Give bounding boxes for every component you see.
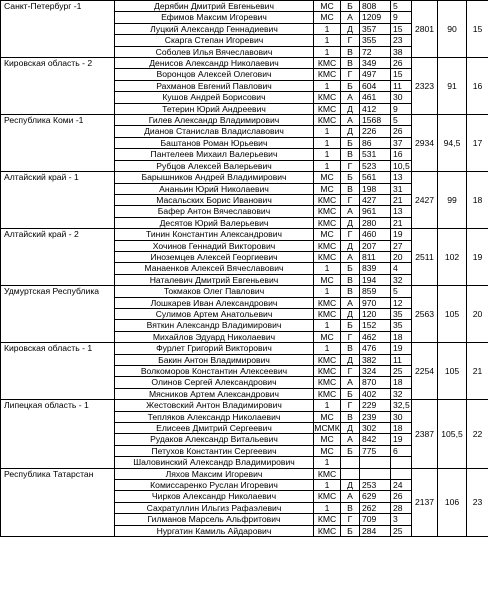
place-result: 9 [391,103,412,114]
member-name: Михайлов Эдуард Николаевич [115,331,314,342]
member-name: Ефимов Максим Игоревич [115,12,314,23]
place-result: 5 [391,115,412,126]
place-result: 21 [391,217,412,228]
place-result: 3 [391,514,412,525]
place-result: 11 [391,80,412,91]
sport-rank: КМС [314,103,341,114]
place-result: 10,5 [391,160,412,171]
session-letter: В [341,343,360,354]
team-name: Алтайский край - 1 [1,172,115,229]
place-result: 26 [391,491,412,502]
place-result [391,457,412,468]
session-letter: Д [341,308,360,319]
start-number: 382 [360,354,391,365]
session-letter [341,468,360,479]
start-number: 808 [360,1,391,12]
start-number: 859 [360,286,391,297]
place-result: 13 [391,206,412,217]
sport-rank: КМС [314,115,341,126]
place-result: 12 [391,297,412,308]
team-points: 105,5 [438,400,467,468]
place-result: 26 [391,58,412,69]
session-letter: Б [341,80,360,91]
member-name: Тетерин Юрий Андреевич [115,103,314,114]
place-result: 32,5 [391,400,412,411]
team-total: 2323 [412,58,438,115]
sport-rank: КМС [314,69,341,80]
team-total: 2254 [412,343,438,400]
session-letter: В [341,502,360,513]
team-name: Кировская область - 1 [1,343,115,400]
sport-rank: 1 [314,320,341,331]
member-name: Сулимов Артем Анатольевич [115,308,314,319]
team-place: 17 [467,115,488,172]
session-letter: В [341,286,360,297]
table-row [1,1,488,12]
place-result: 4 [391,263,412,274]
sport-rank: 1 [314,137,341,148]
start-number: 561 [360,172,391,183]
session-letter: Г [341,160,360,171]
session-letter: А [341,251,360,262]
sport-rank: 1 [314,400,341,411]
member-name: Тепляков Александр Николаевич [115,411,314,422]
member-name: Токмаков Олег Павлович [115,286,314,297]
place-result: 35 [391,308,412,319]
sport-rank: МС [314,172,341,183]
team-place: 16 [467,58,488,115]
member-name: Луцкий Александр Геннадиевич [115,23,314,34]
start-number: 72 [360,46,391,57]
place-result: 21 [391,194,412,205]
start-number: 870 [360,377,391,388]
team-place: 23 [467,468,488,536]
session-letter: Г [341,35,360,46]
session-letter: В [341,274,360,285]
table-row [1,286,488,297]
session-letter: А [341,92,360,103]
team-name: Кировская область - 2 [1,58,115,115]
start-number: 152 [360,320,391,331]
place-result: 30 [391,92,412,103]
sport-rank: 1 [314,35,341,46]
session-letter: А [341,12,360,23]
start-number: 961 [360,206,391,217]
place-result: 19 [391,434,412,445]
start-number: 349 [360,58,391,69]
start-number: 355 [360,35,391,46]
place-result: 23 [391,35,412,46]
results-body [1,1,488,537]
place-result: 18 [391,377,412,388]
start-number: 427 [360,194,391,205]
team-total: 2563 [412,286,438,343]
sport-rank: 1 [314,126,341,137]
place-result: 35 [391,320,412,331]
sport-rank: МСМК [314,423,340,434]
place-result: 19 [391,343,412,354]
session-letter: А [341,491,360,502]
place-result: 32 [391,388,412,399]
member-name: Шаловинский Александр Владимирович [115,457,314,468]
place-result: 31 [391,183,412,194]
sport-rank: КМС [314,354,341,365]
team-total: 2387 [412,400,438,468]
table-row [1,58,488,69]
session-letter: Д [341,126,360,137]
table-row [1,229,488,240]
start-number: 253 [360,480,391,491]
sport-rank: КМС [314,377,341,388]
sport-rank: 1 [314,343,341,354]
sport-rank: МС [314,331,341,342]
member-name: Гилманов Марсель Альфритович [115,514,314,525]
sport-rank: КМС [314,297,341,308]
start-number: 1209 [360,12,391,23]
session-letter: В [341,183,360,194]
start-number [360,457,391,468]
sport-rank: КМС [314,308,341,319]
start-number: 970 [360,297,391,308]
member-name: Манаенков Алексей Вячеславович [115,263,314,274]
session-letter: Б [341,263,360,274]
place-result: 11 [391,354,412,365]
member-name: Дерябин Дмитрий Евгеньевич [115,1,314,12]
sport-rank: 1 [314,23,341,34]
start-number: 226 [360,126,391,137]
sport-rank: КМС [314,468,341,479]
place-result: 24 [391,480,412,491]
member-name: Сахратуллин Ильгиз Рафаэлевич [115,502,314,513]
member-name: Пантелеев Михаил Валерьевич [115,149,314,160]
place-result: 26 [391,126,412,137]
place-result: 30 [391,411,412,422]
session-letter: А [341,377,360,388]
start-number: 229 [360,400,391,411]
member-name: Тинин Константин Александрович [115,229,314,240]
session-letter: Д [341,423,360,434]
member-name: Кушов Андрей Борисович [115,92,314,103]
start-number: 357 [360,23,391,34]
session-letter: Б [341,525,360,536]
session-letter: В [341,58,360,69]
sport-rank: МС [314,445,341,456]
start-number: 194 [360,274,391,285]
team-name: Липецкая область - 1 [1,400,115,468]
place-result [391,468,412,479]
team-points: 106 [438,468,467,536]
start-number: 402 [360,388,391,399]
start-number: 207 [360,240,391,251]
place-result: 15 [391,69,412,80]
member-name: Вяткин Александр Владимирович [115,320,314,331]
start-number: 629 [360,491,391,502]
team-place: 15 [467,1,488,58]
team-place: 19 [467,229,488,286]
member-name: Фурлет Григорий Викторович [115,343,314,354]
session-letter: В [341,149,360,160]
session-letter: Д [341,354,360,365]
place-result: 25 [391,525,412,536]
start-number: 412 [360,103,391,114]
session-letter: Б [341,388,360,399]
sport-rank: КМС [314,251,341,262]
session-letter: Б [341,445,360,456]
session-letter: Д [341,103,360,114]
team-total: 2137 [412,468,438,536]
start-number: 811 [360,251,391,262]
sport-rank: 1 [314,502,341,513]
session-letter: А [341,115,360,126]
table-row [1,172,488,183]
place-result: 5 [391,286,412,297]
team-name: Республика Татарстан [1,468,115,536]
member-name: Баштанов Роман Юрьевич [115,137,314,148]
member-name: Дианов Станислав Владиславович [115,126,314,137]
place-result: 20 [391,251,412,262]
place-result: 37 [391,137,412,148]
team-name: Удмуртская Республика [1,286,115,343]
start-number: 198 [360,183,391,194]
team-name: Алтайский край - 2 [1,229,115,286]
member-name: Олинов Сергей Александрович [115,377,314,388]
sport-rank: 1 [314,160,341,171]
member-name: Воронцов Алексей Олегович [115,69,314,80]
start-number: 280 [360,217,391,228]
place-result: 6 [391,445,412,456]
member-name: Бафер Антон Вячеславович [115,206,314,217]
place-result: 32 [391,274,412,285]
member-name: Наталевич Дмитрий Евгеньевич [115,274,314,285]
sport-rank: МС [314,274,341,285]
team-total: 2801 [412,1,438,58]
place-result: 27 [391,240,412,251]
start-number: 842 [360,434,391,445]
place-result: 5 [391,1,412,12]
sport-rank: КМС [314,92,341,103]
member-name: Десятов Юрий Валерьевич [115,217,314,228]
team-place: 21 [467,343,488,400]
start-number: 284 [360,525,391,536]
start-number: 497 [360,69,391,80]
member-name: Петухов Константин Сергеевич [115,445,314,456]
session-letter: А [341,206,360,217]
team-total: 2427 [412,172,438,229]
sport-rank: МС [314,411,341,422]
team-points: 90 [438,1,467,58]
start-number: 523 [360,160,391,171]
start-number: 86 [360,137,391,148]
member-name: Хочинов Геннадий Викторович [115,240,314,251]
sport-rank: КМС [314,388,341,399]
session-letter: В [341,411,360,422]
member-name: Ляхов Максим Игоревич [115,468,314,479]
start-number: 709 [360,514,391,525]
start-number: 1568 [360,115,391,126]
start-number: 476 [360,343,391,354]
session-letter: Д [341,480,360,491]
start-number: 531 [360,149,391,160]
member-name: Ананьин Юрий Николаевич [115,183,314,194]
sport-rank: КМС [314,240,341,251]
sport-rank: МС [314,434,341,445]
member-name: Иноземцев Алексей Георгиевич [115,251,314,262]
place-result: 25 [391,366,412,377]
start-number: 604 [360,80,391,91]
table-row [1,400,488,411]
team-points: 91 [438,58,467,115]
sport-rank: КМС [314,194,341,205]
session-letter: Г [341,400,360,411]
member-name: Масальских Борис Иванович [115,194,314,205]
sport-rank: 1 [314,149,341,160]
place-result: 15 [391,23,412,34]
member-name: Комиссаренко Руслан Игоревич [115,480,314,491]
member-name: Елисеев Дмитрий Сергеевич [115,423,314,434]
session-letter [341,457,360,468]
sport-rank: КМС [314,217,341,228]
table-row [1,468,488,479]
member-name: Рубцов Алексей Валерьевич [115,160,314,171]
member-name: Соболев Илья Вячеславович [115,46,314,57]
member-name: Жестовский Антон Владимирович [115,400,314,411]
sport-rank: 1 [314,80,341,91]
member-name: Волкоморов Константин Алексеевич [115,366,314,377]
sport-rank: 1 [314,457,341,468]
session-letter: Б [341,320,360,331]
member-name: Скарга Степан Игоревич [115,35,314,46]
member-name: Рудаков Александр Витальевич [115,434,314,445]
sport-rank: МС [314,183,341,194]
team-place: 18 [467,172,488,229]
place-result: 19 [391,229,412,240]
session-letter: Д [341,217,360,228]
member-name: Нургатин Камиль Айдарович [115,525,314,536]
sport-rank: МС [314,12,341,23]
session-letter: В [341,46,360,57]
session-letter: Б [341,137,360,148]
sport-rank: КМС [314,366,341,377]
sport-rank: КМС [314,206,341,217]
team-points: 105 [438,286,467,343]
session-letter: Г [341,229,360,240]
table-row [1,115,488,126]
team-place: 22 [467,400,488,468]
start-number: 839 [360,263,391,274]
sport-rank: КМС [314,525,341,536]
place-result: 16 [391,149,412,160]
sport-rank: КМС [314,514,341,525]
start-number: 462 [360,331,391,342]
team-name: Республика Коми -1 [1,115,115,172]
start-number: 461 [360,92,391,103]
sport-rank: 1 [314,46,341,57]
team-points: 99 [438,172,467,229]
place-result: 28 [391,502,412,513]
start-number: 775 [360,445,391,456]
session-letter: Д [341,240,360,251]
member-name: Лошкарев Иван Александрович [115,297,314,308]
session-letter: Б [341,172,360,183]
sport-rank: 1 [314,480,341,491]
sport-rank: КМС [314,58,341,69]
team-points: 102 [438,229,467,286]
member-name: Рахманов Евгений Павлович [115,80,314,91]
session-letter: А [341,434,360,445]
sport-rank: КМС [314,491,341,502]
start-number: 120 [360,308,391,319]
start-number: 460 [360,229,391,240]
sport-rank: 1 [314,263,341,274]
sport-rank: МС [314,1,341,12]
team-points: 94,5 [438,115,467,172]
place-result: 9 [391,12,412,23]
team-points: 105 [438,343,467,400]
session-letter: Г [341,69,360,80]
start-number [360,468,391,479]
team-total: 2934 [412,115,438,172]
session-letter: А [341,297,360,308]
place-result: 13 [391,172,412,183]
member-name: Чирков Александр Николаевич [115,491,314,502]
sport-rank: 1 [314,286,341,297]
session-letter: Б [341,1,360,12]
team-place: 20 [467,286,488,343]
session-letter: Г [341,331,360,342]
member-name: Денисов Александр Николаевич [115,58,314,69]
member-name: Барышников Андрей Владимирович [115,172,314,183]
start-number: 239 [360,411,391,422]
member-name: Мясников Артем Александрович [115,388,314,399]
session-letter: Д [341,23,360,34]
place-result: 38 [391,46,412,57]
session-letter: Г [341,514,360,525]
start-number: 262 [360,502,391,513]
member-name: Бакин Антон Владимирович [115,354,314,365]
sport-rank: МС [314,229,341,240]
team-name: Санкт-Петербург -1 [1,1,115,58]
start-number: 324 [360,366,391,377]
start-number: 302 [360,423,391,434]
member-name: Гилев Александр Владимирович [115,115,314,126]
table-row [1,343,488,354]
place-result: 18 [391,423,412,434]
session-letter: Г [341,366,360,377]
place-result: 18 [391,331,412,342]
session-letter: Г [341,194,360,205]
team-total: 2511 [412,229,438,286]
